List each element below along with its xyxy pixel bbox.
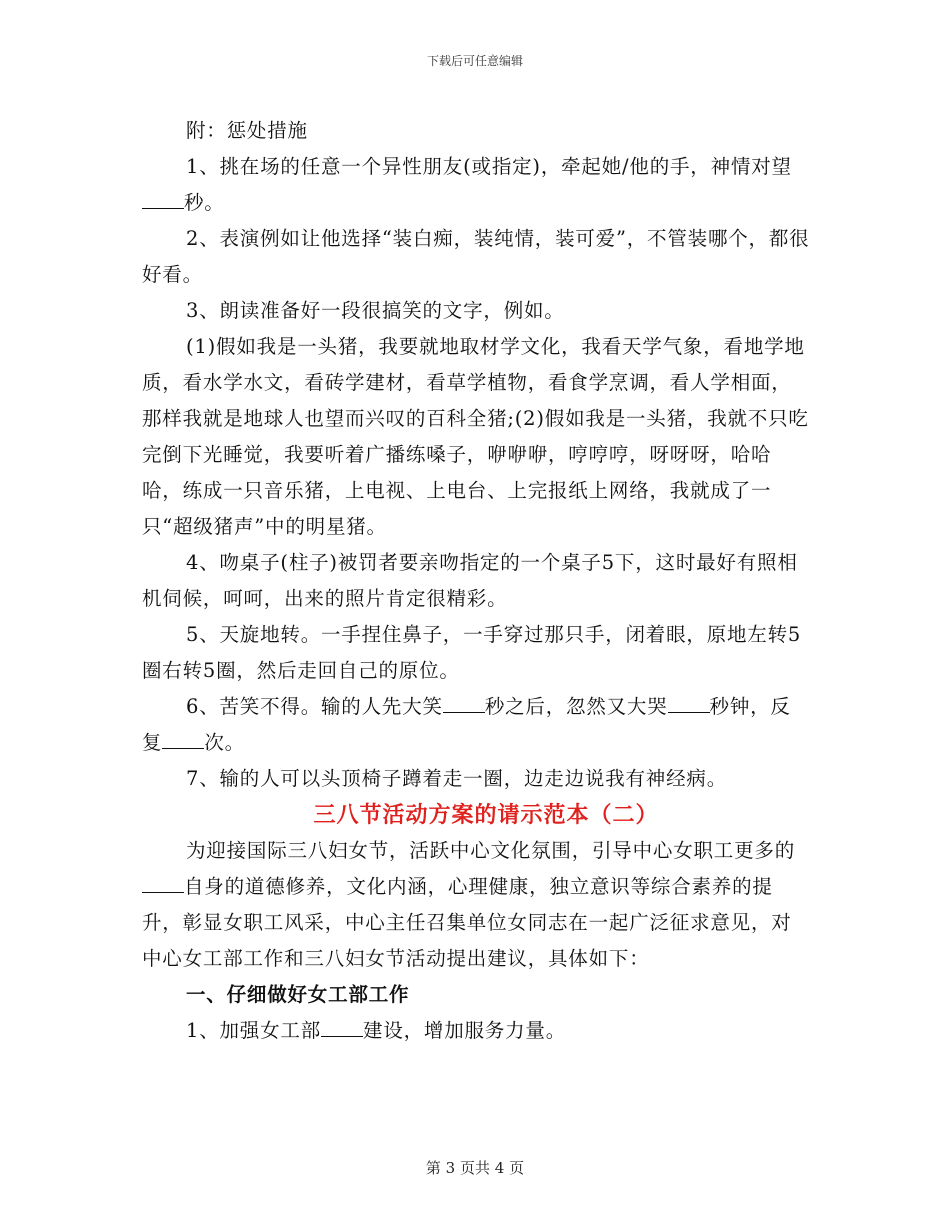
paragraph-item-1 [142,149,810,221]
fill-blank [321,1020,363,1037]
paragraph-item-2: 2、表演例如让他选择“装白痴，装纯情，装可爱”，不管装哪个，都很好看。 [142,227,810,286]
text-segment: 1、挑在场的任意一个异性朋友(或指定)，牵起她/他的手，神情对望 [186,155,792,178]
fill-blank [142,876,184,893]
text-segment: 1、加强女工部 [186,1019,322,1042]
text-segment: 6、苦笑不得。输的人先大笑 [186,695,443,718]
text-segment: 秒。 [184,191,225,214]
fill-blank [443,696,485,713]
text-segment: 建设，增加服务力量。 [363,1019,567,1042]
text-segment: 次。 [204,731,245,754]
text-segment: 自身的道德修养，文化内涵，心理健康，独立意识等综合素养的提升，彰显女职工风采，中心主任召集单位女同志在一起广泛征求意见，对中心女工部工作和三八妇女节活动提出建议，具体如下： [142,875,792,970]
fill-blank [668,696,710,713]
page-footer: 第 3 页共 4 页 [425,1159,525,1177]
paragraph-attachment: 附：惩处措施 [186,119,308,142]
paragraph-pig-text: (1)假如我是一头猪，我要就地取材学文化，我看天学气象，看地学地质，看水学水文，看砖学建材，看草学植物，看食学烹调，看人学相面，那样我就是地球人也望而兴叹的百科全猪;(2)假如我是一头猪，我就不只吃完倒下光睡觉，我要听着广播练嗓子，咿咿咿，哼哼哼，呀呀呀，哈哈哈，练成一只音乐猪，上电视、上电台、上完报纸上网络，我就成了一只“超级猪声”中的明星猪。 [142,335,809,538]
paragraph-item-5: 5、天旋地转。一手捏住鼻子，一手穿过那只手，闭着眼，原地左转5圈右转5圈，然后走回自己的原位。 [142,623,802,682]
paragraph-item-women-dept [142,1013,810,1049]
paragraph-item-4: 4、吻桌子(柱子)被罚者要亲吻指定的一个桌子5下，这时最好有照相机伺候，呵呵，出来的照片肯定很精彩。 [142,551,798,610]
section-title: 三八节活动方案的请示范本（二） [313,802,659,828]
fill-blank [142,192,184,209]
document-body [142,113,810,1049]
paragraph-item-7: 7、输的人可以头顶椅子蹲着走一圈，边走边说我有神经病。 [186,767,728,790]
text-segment: 秒之后，忽然又大哭 [484,695,668,718]
paragraph-item-3: 3、朗读准备好一段很搞笑的文字，例如。 [186,299,565,322]
page-header: 下载后可任意编辑 [426,54,523,68]
paragraph-intro [142,833,810,977]
text-segment: 为迎接国际三八妇女节，活跃中心文化氛围，引导中心女职工更多的 [186,839,796,862]
subheading: 一、仔细做好女工部工作 [186,983,410,1006]
text-segment: 秒钟，反复 [142,695,791,754]
fill-blank [162,732,204,749]
paragraph-item-6 [142,689,810,761]
